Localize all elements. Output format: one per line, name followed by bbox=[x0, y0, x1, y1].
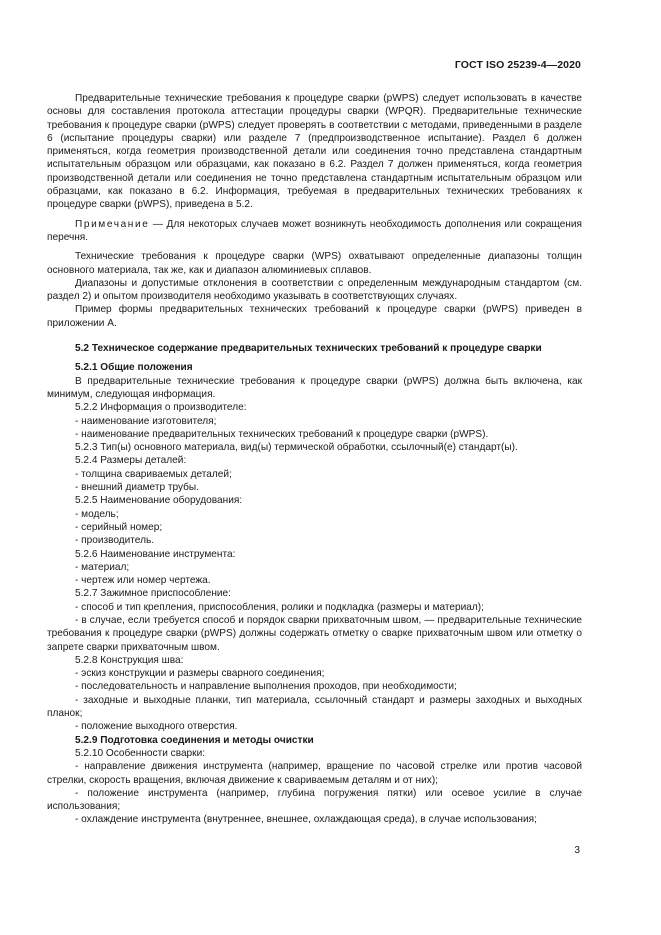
list-item: - наименование предварительных технических требований к процедуре сварки (pWPS). bbox=[75, 428, 489, 440]
section-5-2-3: 5.2.3 Тип(ы) основного материала, вид(ы) термической обработки, ссылочный(е) стандарт(ы). bbox=[75, 442, 518, 454]
list-item: - направление движения инструмента (например, вращение по часовой стрелке или против часовой стрелки, скорость вращения, включая движение к свариваемым деталям и от них); bbox=[47, 761, 582, 786]
section-5-2-9-title: 5.2.9 Подготовка соединения и методы очистки bbox=[75, 734, 314, 746]
section-5-2-8: 5.2.8 Конструкция шва: bbox=[75, 654, 184, 666]
list-item: - серийный номер; bbox=[75, 521, 163, 533]
section-5-2-4: 5.2.4 Размеры деталей: bbox=[75, 455, 187, 467]
section-5-2-title: 5.2 Техническое содержание предварительных технических требований к процедуре сварки bbox=[75, 343, 542, 355]
list-item: - положение выходного отверстия. bbox=[75, 721, 238, 733]
section-5-2-2: 5.2.2 Информация о производителе: bbox=[75, 402, 247, 414]
paragraph-tolerances: Диапазоны и допустимые отклонения в соответствии с определенным международным стандартом (см. раздел 2) и опытом производителя необходимо указывать в соответствующих случаях. bbox=[47, 277, 582, 303]
section-5-2-1-title: 5.2.1 Общие положения bbox=[75, 362, 193, 374]
note-label: Примечание bbox=[75, 218, 150, 230]
section-5-2-5: 5.2.5 Наименование оборудования: bbox=[75, 495, 243, 507]
list-item: - производитель. bbox=[75, 535, 155, 547]
list-item: - внешний диаметр трубы. bbox=[75, 482, 199, 494]
list-item: - толщина свариваемых деталей; bbox=[75, 468, 232, 480]
document-body bbox=[47, 92, 582, 827]
paragraph-wps-ranges: Технические требования к процедуре сварки (WPS) охватывают определенные диапазоны толщин основного материала, так же, как и диапазон алюминиевых сплавов. bbox=[47, 251, 582, 276]
note-text: — Для некоторых случаев может возникнуть необходимость дополнения или сокращения перечня. bbox=[47, 218, 582, 243]
list-item: - материал; bbox=[75, 561, 130, 573]
list-item: - модель; bbox=[75, 508, 119, 520]
section-5-2-1-text: В предварительные технические требования к процедуре сварки (pWPS) должна быть включена, как минимум, следующая информация. bbox=[47, 375, 582, 400]
list-item: - заходные и выходные планки, тип материала, ссылочный стандарт и размеры заходных и выходных планок; bbox=[47, 694, 582, 720]
list-item: - охлаждение инструмента (внутреннее, внешнее, охлаждающая среда), в случае использования; bbox=[75, 814, 537, 826]
list-item: - способ и тип крепления, приспособления, ролики и подкладка (размеры и материал); bbox=[75, 601, 484, 613]
document-standard-number: ГОСТ ISO 25239-4—2020 bbox=[454, 59, 581, 71]
paragraph-example-form: Пример формы предварительных технических требований к процедуре сварки (pWPS) приведен в приложении А. bbox=[47, 304, 582, 329]
page-number: 3 bbox=[574, 845, 580, 856]
list-item: - чертеж или номер чертежа. bbox=[75, 575, 211, 587]
list-item: - эскиз конструкции и размеры сварного соединения; bbox=[75, 668, 325, 680]
section-5-2-6: 5.2.6 Наименование инструмента: bbox=[75, 548, 236, 560]
list-item: - положение инструмента (например, глубина погружения пятки) или осевое усилие в случае использования; bbox=[47, 787, 582, 813]
list-item: - последовательность и направление выполнения проходов, при необходимости; bbox=[75, 681, 457, 693]
list-item: - наименование изготовителя; bbox=[75, 415, 217, 427]
section-5-2-10: 5.2.10 Особенности сварки: bbox=[75, 747, 206, 759]
note bbox=[47, 218, 582, 245]
paragraph-pwps-usage: Предварительные технические требования к процедуре сварки (pWPS) следует использовать в качестве основы для составления протокола аттестации процедуры сварки (WPQR). Предварительные технические требования к процедуре сварки (pWPS) следует проверять в соответствии с методами, приведенными в разделе 6 (испытание процедуры сварки) или разделе 7 (предпроизводственное испытание). Раздел 6 должен применяться, когда геометрия производственной детали или соединения точно представлена стандартным испытательным образцом или образцами, как показано в 6.2. Раздел 7 должен применяться, когда геометрия производственной детали или соединения не точно представлена стандартным испытательным образцом или образцами, как показано в 6.2. Информация, требуемая в предварительных технических требованиях к процедуре сварки (pWPS), приведена в 5.2. bbox=[47, 93, 582, 211]
list-item: - в случае, если требуется способ и порядок сварки прихваточным швом, — предварительные технические требования к процедуре сварки (pWPS) должны содержать отметку о сварке прихваточным швом или отметку о запрете сварки прихваточным швом. bbox=[47, 614, 582, 653]
section-5-2-7: 5.2.7 Зажимное приспособление: bbox=[75, 588, 231, 600]
